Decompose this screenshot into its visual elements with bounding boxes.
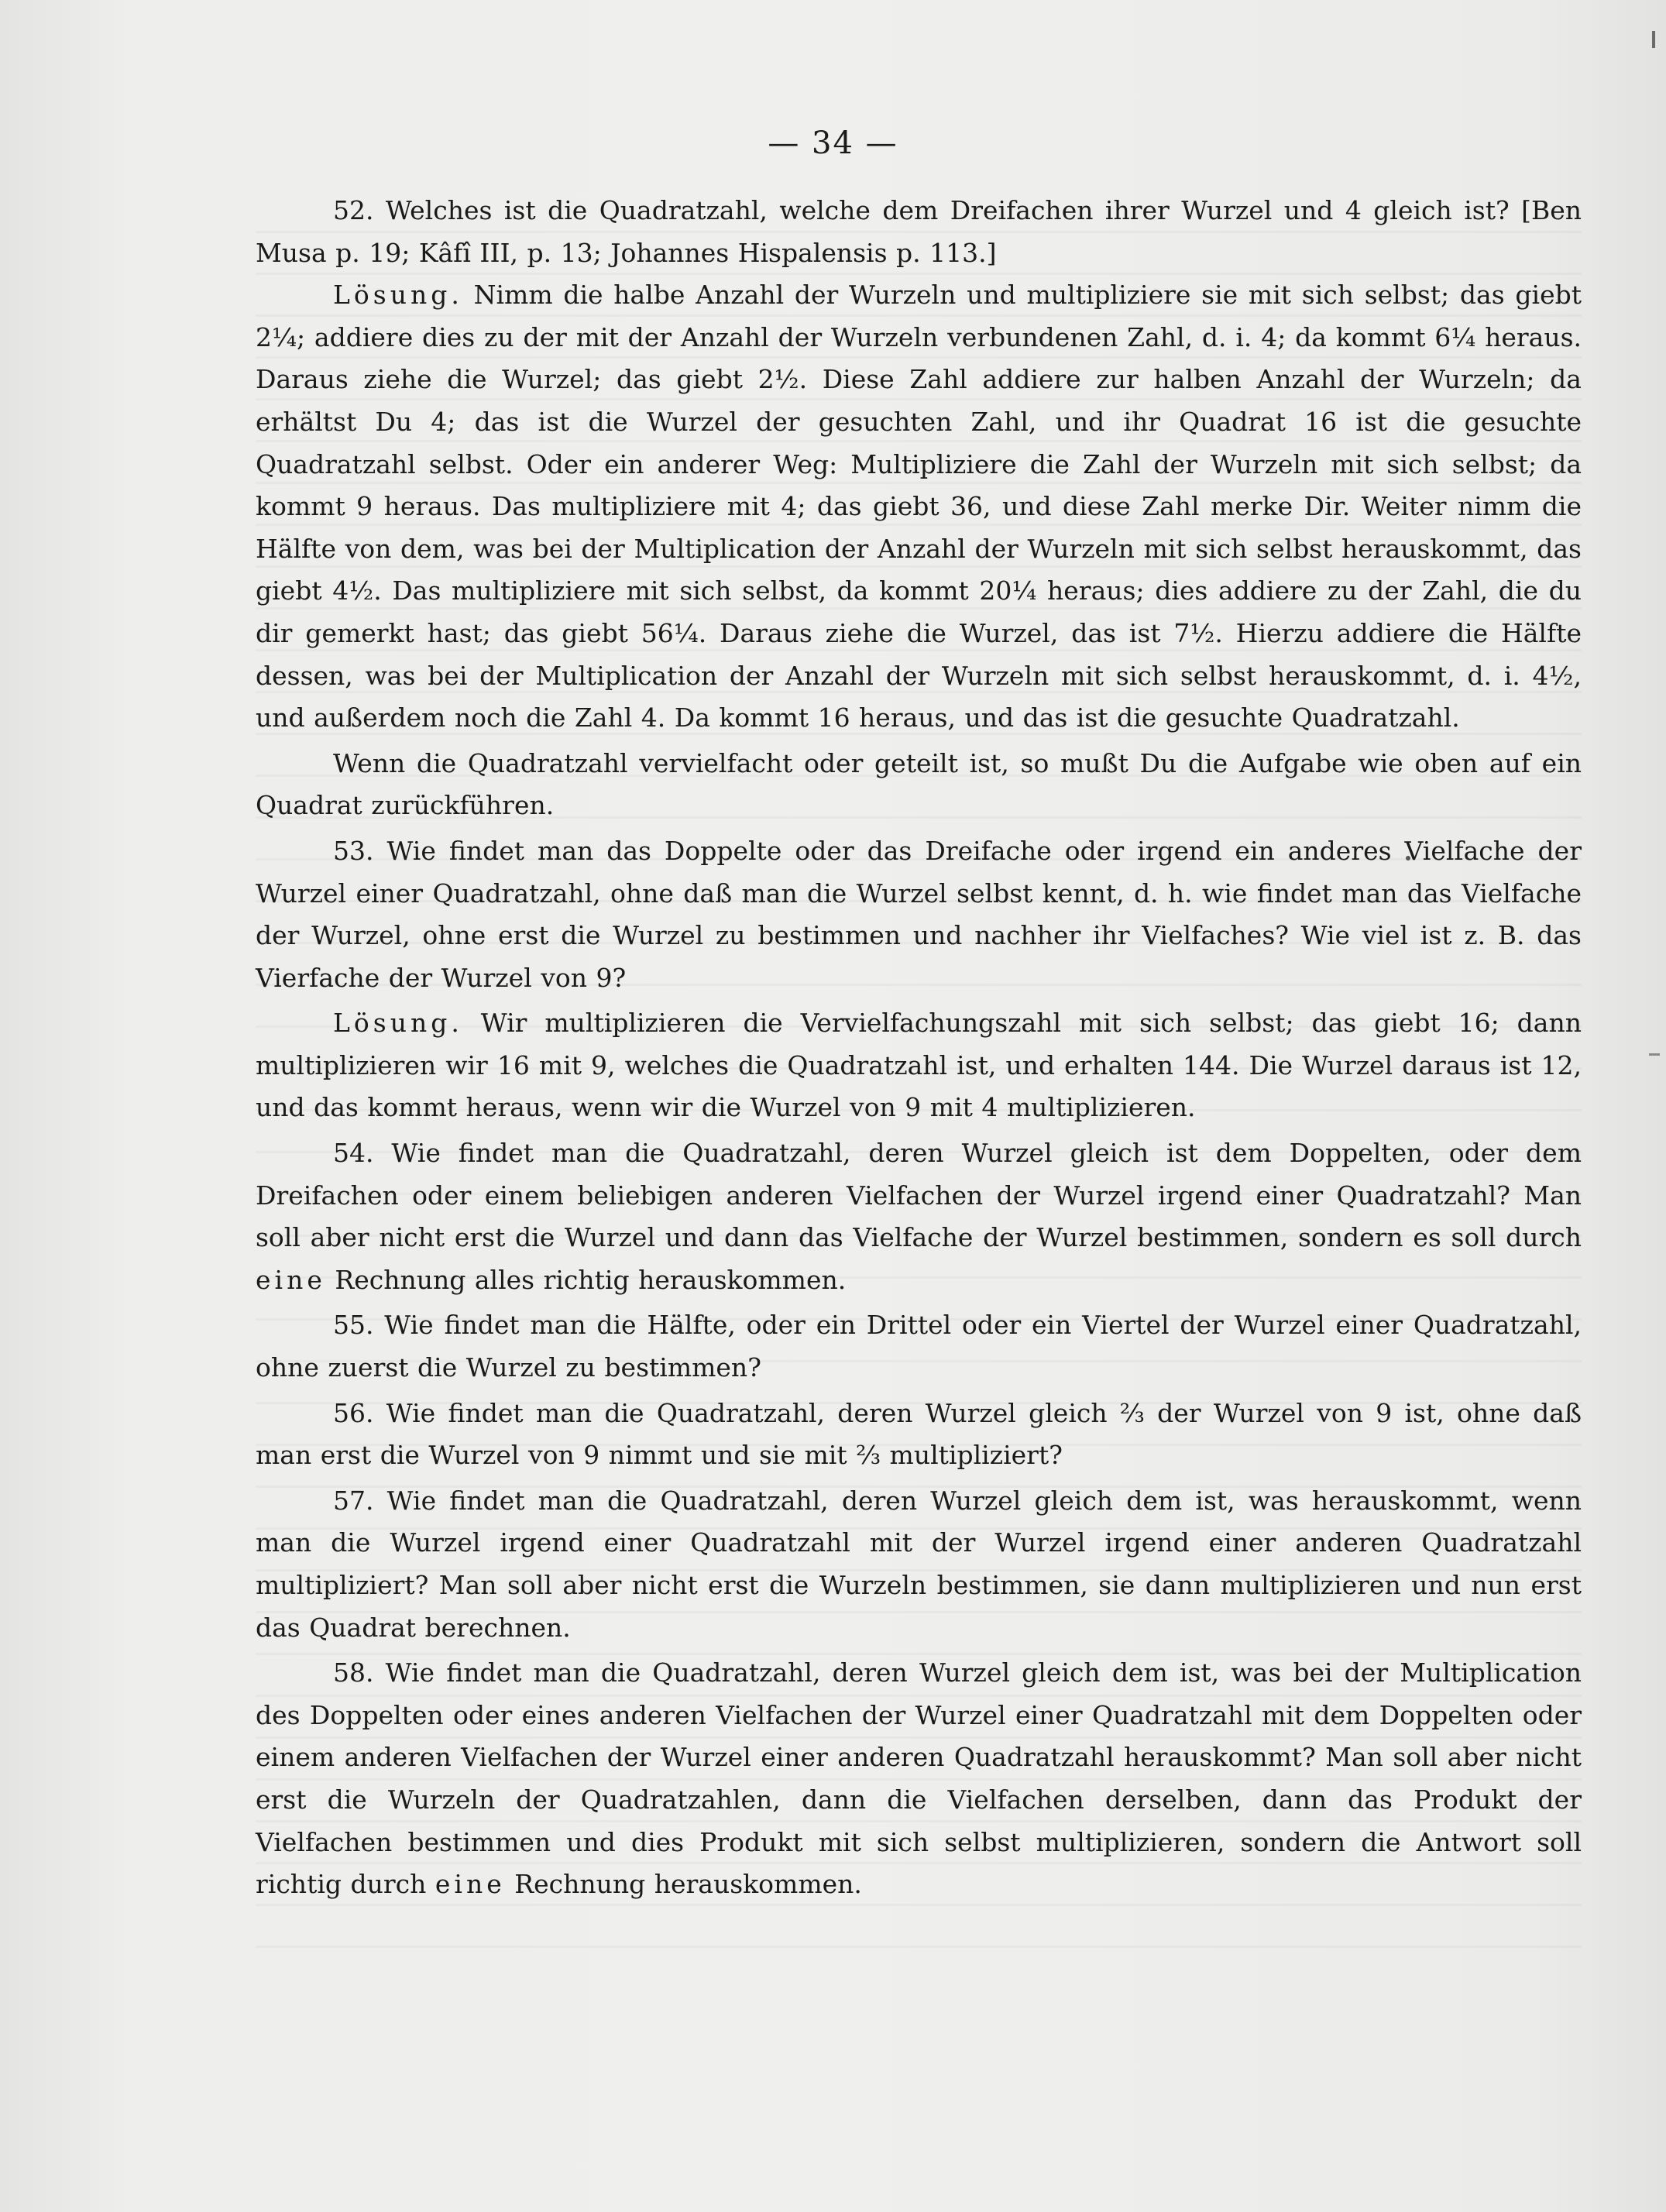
problem-53-text: 53. Wie findet man das Doppelte oder das Dreifache oder irgend ein anderes Vielfache der Wurzel einer Quadratzahl, ohne daß man die Wurzel selbst kennt, d. h. wie findet man das Vielfache der Wurzel, ohne erst die Wurzel zu bestimmen und nachher ihr Vielfaches? Wie viel ist z. B. das Vierfache der Wurzel von 9? xyxy=(256,835,1582,993)
problem-54-emphasis: eine xyxy=(256,1264,326,1295)
scan-edge-dash xyxy=(1649,1053,1660,1056)
scan-edge-mark xyxy=(1652,31,1655,48)
solution-52-label: Lösung. xyxy=(333,280,463,311)
problem-58-text-b: Rechnung herauskommen. xyxy=(514,1869,862,1900)
problem-56-text: 56. Wie findet man die Quadratzahl, deren Wurzel gleich ⅔ der Wurzel von 9 ist, ohne daß man erst die Wurzel von 9 nimmt und sie mit ⅔ multipliziert? xyxy=(256,1397,1582,1471)
problem-54-text-a: 54. Wie findet man die Quadratzahl, deren Wurzel gleich ist dem Doppelten, oder dem Dreifachen oder einem beliebigen anderen Vielfachen der Wurzel irgend einer Quadratzahl? Man soll aber nicht erst die Wurzel und dann das Vielfache der Wurzel bestimmen, sondern es soll durch xyxy=(256,1138,1582,1253)
solution-52-text: Nimm die halbe Anzahl der Wurzeln und multipliziere sie mit sich selbst; das giebt 2¼; addiere dies zu der mit der Anzahl der Wurzeln verbundenen Zahl, d. i. 4; da kommt 6¼ heraus. Daraus ziehe die Wurzel; das giebt 2½. Diese Zahl addiere zur halben Anzahl der Wurzeln; da erhältst Du 4; das ist die Wurzel der gesuchten Zahl, und ihr Quadrat 16 ist die gesuchte Quadratzahl selbst. Oder ein anderer Weg: Multipliziere die Zahl der Wurzeln mit sich selbst; da kommt 9 heraus. Das multipliziere mit 4; das giebt 36, und diese Zahl merke Dir. Weiter nimm die Hälfte von dem, was bei der Multiplication der Anzahl der Wurzeln mit sich selbst herauskommt, das giebt 4½. Das multipliziere mit sich selbst, da kommt 20¼ heraus; dies addiere zu der Zahl, die du dir gemerkt hast; das giebt 56¼. Daraus ziehe die Wurzel, das ist 7½. Hierzu addiere die Hälfte dessen, was bei der Multiplication der Anzahl der Wurzeln mit sich selbst herauskommt, d. i. 4½, und außerdem noch die Zahl 4. Da kommt 16 heraus, und das ist die gesuchte Quadratzahl. xyxy=(256,280,1582,733)
problem-52 xyxy=(256,190,1582,274)
note-52 xyxy=(256,743,1582,827)
problem-58 xyxy=(256,1652,1582,1906)
problem-52-text: 52. Welches ist die Quadratzahl, welche dem Dreifachen ihrer Wurzel und 4 gleich ist? [Ben Musa p. 19; Kâfî III, p. 13; Johannes Hispalensis p. 113.] xyxy=(256,195,1582,268)
solution-53 xyxy=(256,1002,1582,1129)
problem-58-text-a: 58. Wie findet man die Quadratzahl, deren Wurzel gleich dem ist, was bei der Multiplication des Doppelten oder eines anderen Vielfachen der Wurzel einer Quadratzahl mit dem Doppelten oder einem anderen Vielfachen der Wurzel einer anderen Quadratzahl herauskommt? Man soll aber nicht erst die Wurzeln der Quadratzahlen, dann die Vielfachen derselben, dann das Produkt der Vielfachen bestimmen und dies Produkt mit sich selbst multiplizieren, sondern die Antwort soll richtig durch xyxy=(256,1657,1582,1900)
solution-53-label: Lösung. xyxy=(333,1008,463,1039)
problem-57-text: 57. Wie findet man die Quadratzahl, deren Wurzel gleich dem ist, was herauskommt, wenn man die Wurzel irgend einer Quadratzahl mit der Wurzel irgend einer anderen Quadratzahl multipliziert? Man soll aber nicht erst die Wurzeln bestimmen, sie dann multiplizieren und nun erst das Quadrat berechnen. xyxy=(256,1485,1582,1643)
problem-56 xyxy=(256,1393,1582,1477)
problem-57 xyxy=(256,1480,1582,1649)
solution-52 xyxy=(256,274,1582,740)
solution-53-text: Wir multiplizieren die Vervielfachungszahl mit sich selbst; das giebt 16; dann multiplizieren wir 16 mit 9, welches die Quadratzahl ist, und erhalten 144. Die Wurzel daraus ist 12, und das kommt heraus, wenn wir die Wurzel von 9 mit 4 multiplizieren. xyxy=(256,1008,1582,1123)
body-text xyxy=(256,190,1582,1906)
problem-54-text-b: Rechnung alles richtig herauskommen. xyxy=(335,1264,847,1295)
problem-55 xyxy=(256,1304,1582,1389)
problem-55-text: 55. Wie findet man die Hälfte, oder ein Drittel oder ein Viertel der Wurzel einer Quadratzahl, ohne zuerst die Wurzel zu bestimmen? xyxy=(256,1310,1582,1383)
note-52-text: Wenn die Quadratzahl vervielfacht oder geteilt ist, so mußt Du die Aufgabe wie oben auf ein Quadrat zurückführen. xyxy=(256,747,1582,821)
problem-53 xyxy=(256,830,1582,999)
page-number: — 34 — xyxy=(768,125,898,161)
problem-58-emphasis: eine xyxy=(435,1869,506,1900)
problem-54 xyxy=(256,1132,1582,1301)
